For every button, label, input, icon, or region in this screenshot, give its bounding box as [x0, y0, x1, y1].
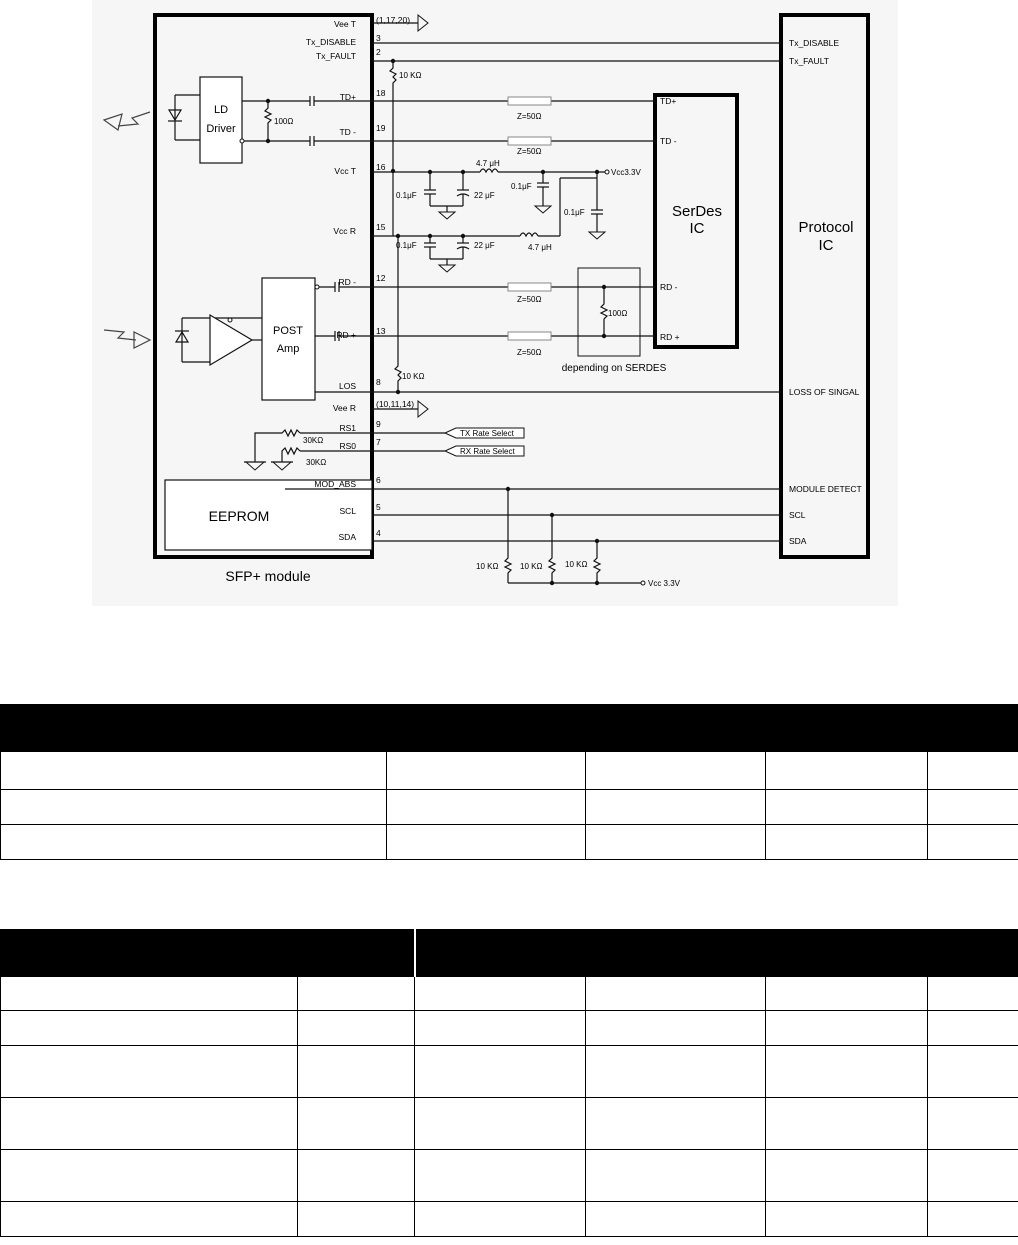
table-1 [0, 704, 1018, 860]
module-pin-name: SDA [338, 532, 356, 542]
protocol-pin-tx-disable: Tx_DISABLE [789, 38, 840, 48]
table-row [1, 825, 1018, 860]
serdes-label-2: IC [689, 220, 705, 237]
protocol-pin-los: LOSS OF SINGAL [789, 387, 860, 397]
pullup-1-label: 10 KΩ [399, 71, 422, 80]
serdes-pin-rd-plus: RD + [660, 332, 680, 342]
rd-term-label: 100Ω [608, 309, 628, 318]
tx-rate-select-label: TX Rate Select [460, 429, 514, 438]
module-pin-number: 4 [376, 528, 381, 538]
module-pin-name: RD - [338, 277, 356, 287]
c-vccr-3-label: 0.1μF [564, 208, 585, 217]
protocol-label-1: Protocol [798, 219, 854, 236]
ld-driver-block [200, 77, 242, 163]
module-pin-name: Vee R [332, 403, 356, 413]
module-pin-name: Tx_FAULT [316, 51, 356, 61]
module-pin-number: 8 [376, 377, 381, 387]
c-vccr-2-label: 22 μF [474, 241, 495, 250]
module-pin-name: Tx_DISABLE [305, 37, 356, 47]
table-row [1, 752, 1018, 790]
serdes-label-1: SerDes [671, 203, 723, 220]
module-pin-number: 9 [376, 419, 381, 429]
i2c-r2-label: 10 KΩ [520, 562, 543, 571]
module-pin-name: TD+ [339, 92, 356, 102]
module-pin-name: Vcc R [333, 226, 356, 236]
serdes-pin-td-minus: TD - [660, 136, 677, 146]
table-2 [0, 929, 1018, 1237]
post-amp-label-1: POST [273, 325, 303, 337]
module-pin-name: LOS [338, 381, 356, 391]
module-pin-number: 18 [376, 88, 386, 98]
l-vcct-label: 4.7 μH [476, 159, 500, 168]
module-pin-number: 6 [376, 475, 381, 485]
module-pin-number: 15 [376, 222, 386, 232]
module-pin-name: Vcc T [334, 166, 356, 176]
module-pin-number: (10,11,14) [376, 399, 415, 409]
c-vcct-1-label: 0.1μF [396, 191, 417, 200]
protocol-pin-module-detect: MODULE DETECT [789, 484, 862, 494]
sfp-caption: SFP+ module [225, 568, 311, 584]
c-vcct-3-label: 0.1μF [511, 182, 532, 191]
table-1-header-cell [1, 705, 1018, 752]
module-pin-number: 7 [376, 437, 381, 447]
protocol-label-2: IC [818, 237, 834, 254]
i2c-r1-label: 10 KΩ [476, 562, 499, 571]
ld-driver-label-2: Driver [206, 123, 236, 135]
serdes-pin-td-plus: TD+ [660, 96, 677, 106]
module-pin-number: 3 [376, 33, 381, 43]
c-vcct-2-label: 22 μF [474, 191, 495, 200]
table-row [1, 1098, 1018, 1150]
table-row [1, 977, 1018, 1011]
table-row [1, 1202, 1018, 1237]
serdes-pin-rd-minus: RD - [660, 282, 678, 292]
table-1-header [1, 705, 1018, 752]
protocol-pin-tx-fault: Tx_FAULT [789, 56, 829, 66]
table-2-header-right [415, 930, 1018, 977]
module-pin-name: RS0 [339, 441, 356, 451]
vcc-bottom-label: Vcc 3.3V [648, 579, 681, 588]
module-pin-number: 2 [376, 47, 381, 57]
module-pin-number: 16 [376, 162, 386, 172]
protocol-pin-sda: SDA [789, 536, 807, 546]
depending-label: depending on SERDES [561, 363, 667, 374]
module-pin-number: 12 [376, 273, 386, 283]
module-pin-name: Vee T [333, 19, 356, 29]
sfp-application-schematic [0, 0, 1018, 610]
post-amp-block [262, 278, 315, 400]
module-pin-number: 5 [376, 502, 381, 512]
rs0-res-label: 30KΩ [306, 458, 327, 467]
protocol-pin-scl: SCL [789, 510, 806, 520]
module-pin-number: 19 [376, 123, 386, 133]
z50-rd-minus: Z=50Ω [517, 295, 542, 304]
rx-rate-select-label: RX Rate Select [460, 447, 515, 456]
module-pin-name: MOD_ABS [314, 479, 356, 489]
pullup-2-label: 10 KΩ [402, 372, 425, 381]
table-2-header [1, 930, 1018, 977]
vcc-t-supply: Vcc3.3V [611, 168, 641, 177]
rs1-res-label: 30KΩ [303, 436, 324, 445]
module-pin-name: TD - [339, 127, 356, 137]
c-vccr-1-label: 0.1μF [396, 241, 417, 250]
module-pin-name: RD + [336, 330, 356, 340]
i2c-r3-label: 10 KΩ [565, 560, 588, 569]
z50-rd-plus: Z=50Ω [517, 348, 542, 357]
table-2-header-left [1, 930, 415, 977]
table-row [1, 1150, 1018, 1202]
ld-driver-label-1: LD [213, 104, 229, 116]
z50-td-plus: Z=50Ω [517, 112, 542, 121]
eeprom-label: EEPROM [208, 508, 270, 524]
module-pin-name: RS1 [339, 423, 356, 433]
post-amp-label-2: Amp [276, 343, 300, 355]
module-pin-number: 13 [376, 326, 386, 336]
table-row [1, 1046, 1018, 1098]
module-pin-name: SCL [339, 506, 356, 516]
z50-td-minus: Z=50Ω [517, 147, 542, 156]
table-row [1, 1011, 1018, 1046]
module-pin-number: (1,17,20) [376, 15, 411, 25]
l-vccr-label: 4.7 μH [528, 243, 552, 252]
table-row [1, 790, 1018, 825]
term-100-label: 100Ω [274, 117, 294, 126]
